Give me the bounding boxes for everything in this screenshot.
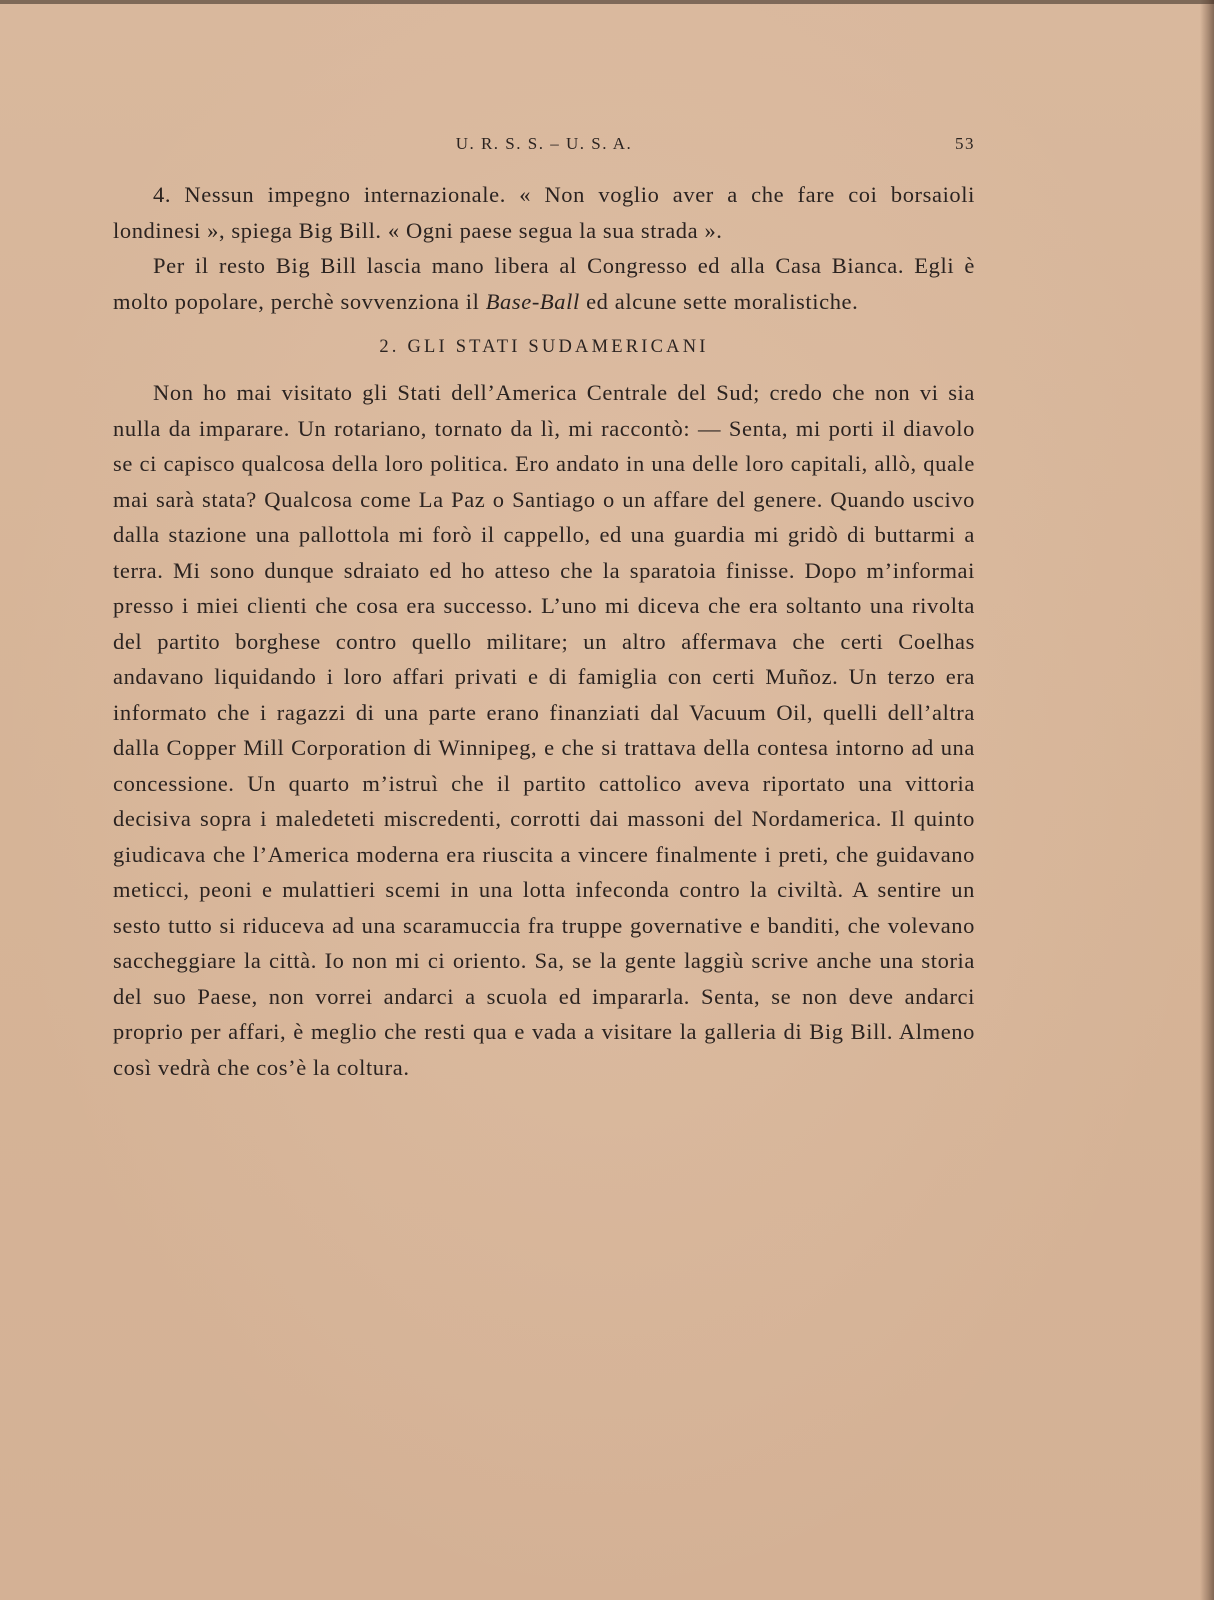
running-head: [113, 134, 975, 160]
page-top-edge: [0, 0, 1214, 4]
running-title: U. R. S. S. – U. S. A.: [455, 134, 633, 153]
paragraph-big-bill: [113, 248, 975, 319]
section-heading: 2. GLI STATI SUDAMERICANI: [379, 337, 709, 357]
paragraph-point-4: 4. Nessun impegno internazionale. « Non voglio aver a che fare coi borsaioli londinesi », spiega Big Bill. « Ogni paese segua la sua strada ».: [113, 182, 975, 243]
page-right-edge: [1200, 0, 1214, 1600]
paragraph-text: ed alcune sette moralistiche.: [579, 288, 859, 314]
paragraph-south-america: Non ho mai visitato gli Stati dell’America Centrale del Sud; credo che non vi sia nulla da imparare. Un rotariano, tornato da lì, mi raccontò: — Senta, mi porti il diavolo se ci capisco qualcosa della loro politica. Ero andato in una delle loro capitali, allò, quale mai sarà stata? Qualcosa come La Paz o Santiago o un affare del genere. Quando uscivo dalla stazione una pallottola mi forò il cappello, ed una guardia mi gridò di buttarmi a terra. Mi sono dunque sdraiato ed ho atteso che la sparatoia finisse. Dopo m’informai presso i miei clienti che cosa era successo. L’uno mi diceva che era soltanto una rivolta del partito borghese contro quello militare; un altro affermava che certi Coelhas andavano liquidando i loro affari privati e di famiglia con certi Muñoz. Un terzo era informato che i ragazzi di una parte erano finanziati dal Vacuum Oil, quelli dell’altra dalla Copper Mill Corporation di Winnipeg, e che si trattava della contesa intorno ad una concessione. Un quarto m’istruì che il partito cattolico aveva riportato una vittoria decisiva sopra i maledeteti miscredenti, corrotti dai massoni del Nordamerica. Il quinto giudicava che l’America moderna era riuscita a vincere finalmente i preti, che guidavano meticci, peoni e mulattieri scemi in una lotta infeconda contro la civiltà. A sentire un sesto tutto si riduceva ad una scaramuccia fra truppe governative e banditi, che volevano saccheggiare la città. Io non mi ci oriento. Sa, se la gente laggiù scrive anche una storia del suo Paese, non vorrei andarci a scuola ed impararla. Senta, se non deve andarci proprio per affari, è meglio che resti qua e vada a visitare la galleria di Big Bill. Almeno così vedrà che cos’è la coltura.: [113, 380, 975, 1080]
body-text: [113, 177, 975, 1085]
italic-term: Base-Ball: [485, 288, 580, 314]
paragraph-text: Per il resto Big Bill lascia mano libera al Congresso ed alla Casa Bianca. Egli è molto popolare, perchè sovvenziona il: [113, 253, 975, 314]
page-number: 53: [955, 134, 975, 153]
